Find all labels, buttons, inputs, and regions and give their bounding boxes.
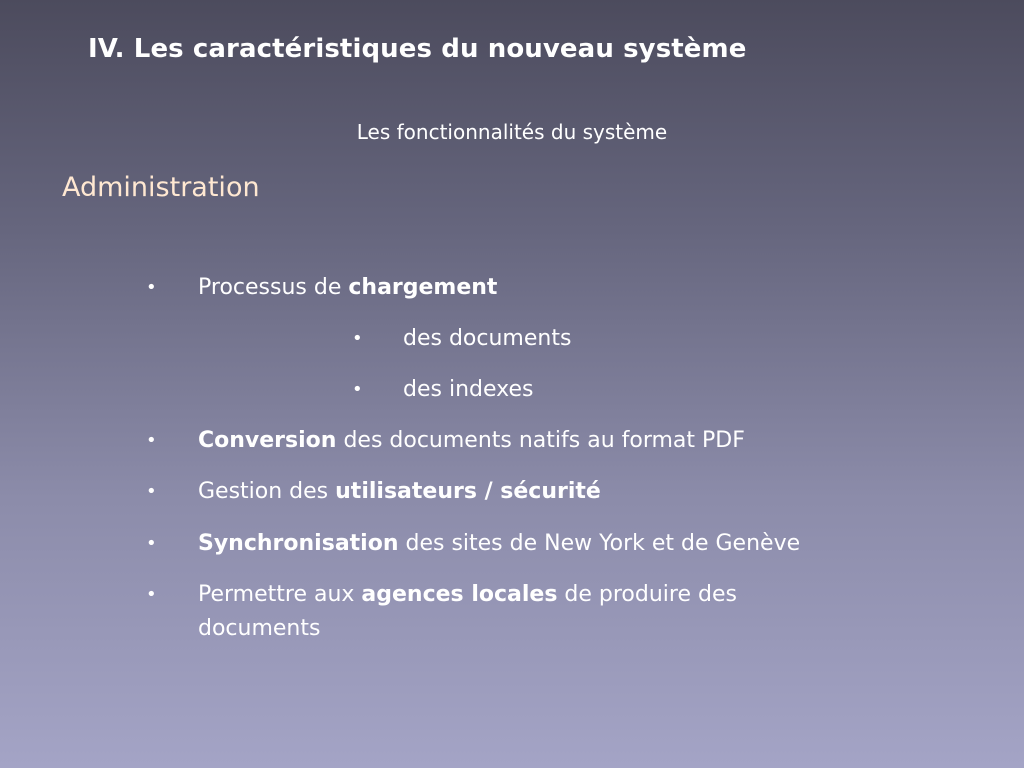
bullet-icon: • — [146, 277, 157, 298]
list-item-text: Gestion des utilisateurs / sécurité — [198, 479, 601, 504]
list-item-text: des indexes — [403, 377, 534, 402]
list-item-text: des documents — [403, 326, 572, 351]
section-heading: Administration — [62, 172, 260, 203]
list-item-text: Conversion des documents natifs au format PDF — [198, 428, 745, 453]
bullet-icon: • — [146, 584, 157, 605]
list-item-text: Synchronisation des sites de New York et de Genève — [198, 531, 801, 556]
bullet-icon: • — [352, 379, 363, 400]
bullet-icon: • — [146, 481, 157, 502]
bullet-icon: • — [352, 328, 363, 349]
list-item-text: Permettre aux agences locales de produire des documents — [198, 582, 737, 641]
list-item-text: Processus de chargement — [198, 275, 498, 300]
bullet-icon: • — [146, 533, 157, 554]
slide-title: IV. Les caractéristiques du nouveau système — [88, 34, 747, 64]
slide-subtitle: Les fonctionnalités du système — [356, 120, 668, 144]
bullet-icon: • — [146, 430, 157, 451]
